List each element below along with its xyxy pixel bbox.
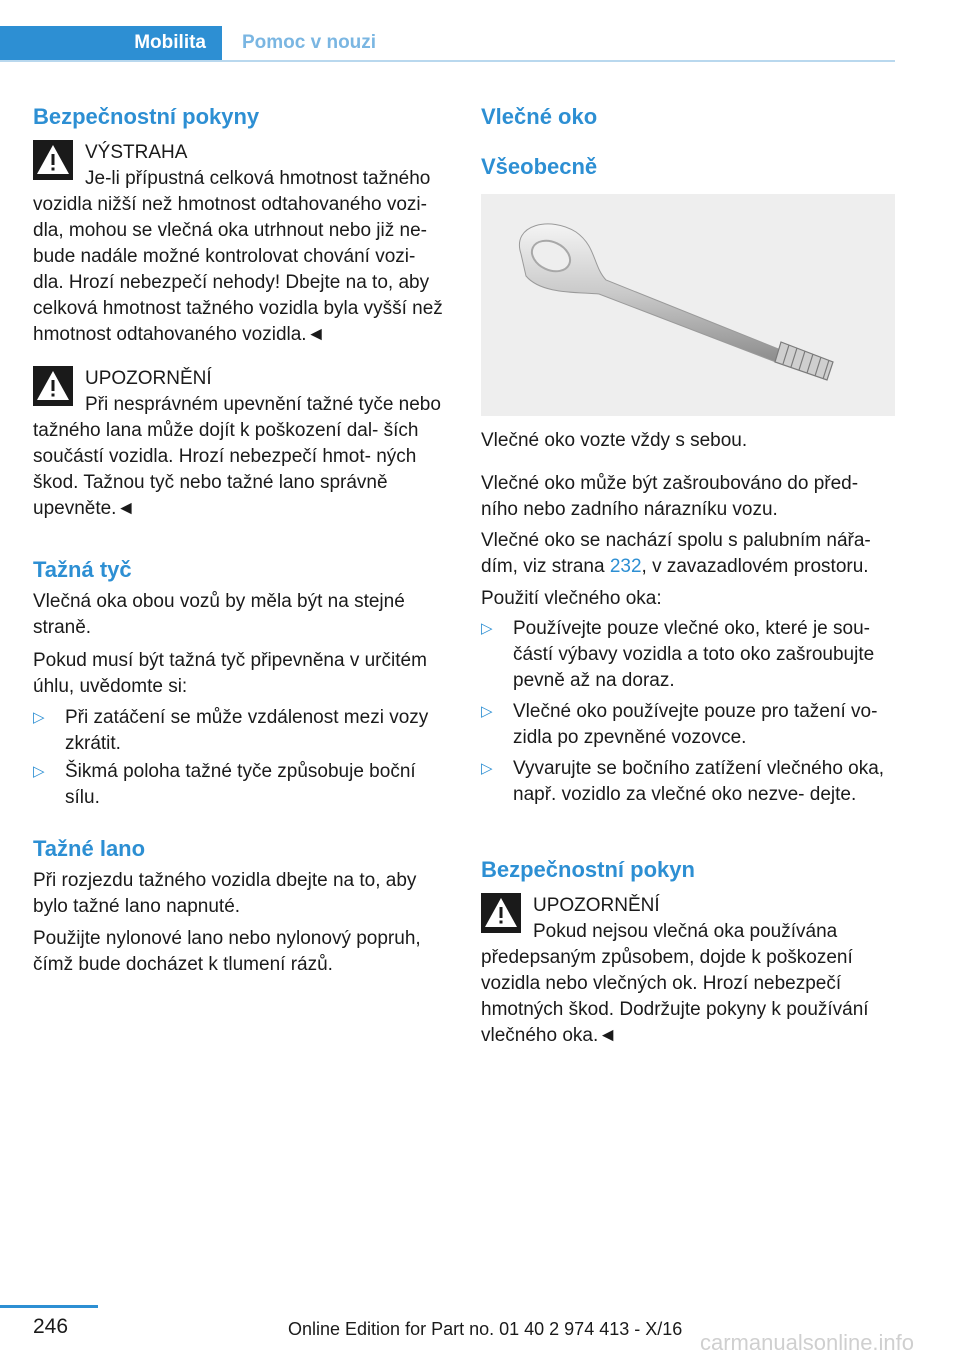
warning-triangle-icon xyxy=(481,893,521,933)
tab-mobilita[interactable] xyxy=(0,26,222,60)
list-item-text: Vlečné oko používejte pouze pro tažení vo- zidla po zpevněné vozovce. xyxy=(513,701,878,748)
eye-paragraph-2: Vlečné oko může být zašroubováno do před- ního nebo zadního nárazníku vozu. xyxy=(481,473,859,520)
rope-paragraph-2: Použijte nylonové lano nebo nylonový popruh, čímž bude docházet k tlumení rázů. xyxy=(33,928,421,975)
list-item xyxy=(481,756,895,808)
list-item-text: Při zatáčení se může vzdálenost mezi vozy zkrátit. xyxy=(65,707,429,754)
footer-accent-line xyxy=(0,1305,98,1308)
header-divider xyxy=(0,60,895,62)
page-number: 246 xyxy=(33,1315,69,1338)
list-item xyxy=(33,705,448,757)
triangle-right-icon: ▷ xyxy=(33,763,45,780)
warning-block-2 xyxy=(33,366,448,522)
rod-paragraph-2: Pokud musí být tažná tyč připevněna v určitém úhlu, uvědomte si: xyxy=(33,650,427,697)
rope-paragraph-1: Při rozjezdu tažného vozidla dbejte na to, aby bylo tažné lano napnuté. xyxy=(33,870,417,917)
watermark: carmanualsonline.info xyxy=(700,1330,915,1355)
warning-text: Je-li přípustná celková hmotnost tažného vozidla nižší než hmotnost odtahovaného vozi- dla, mohou se vlečná oka utrhnout nebo již ne- bude nadále možné kontrolovat chování vozi- dla. Hrozí nebezpečí nehody! Dbejte na to, aby celková hmotnost tažného vozidla byla vyšší než hmotnost odtahovaného vozidla.◄ xyxy=(33,168,443,345)
triangle-right-icon: ▷ xyxy=(33,709,45,726)
eye-paragraph-3-start: Vlečné oko se nachází spolu s palubním nářa- dím, viz strana xyxy=(481,530,871,577)
safety-heading: Bezpečnostní pokyny xyxy=(33,104,260,129)
list-item xyxy=(33,759,448,811)
list-item xyxy=(481,699,895,751)
triangle-right-icon: ▷ xyxy=(481,760,493,777)
triangle-right-icon: ▷ xyxy=(481,703,493,720)
header-tab-bar xyxy=(0,26,895,60)
list-item xyxy=(481,616,895,694)
edition-text: Online Edition for Part no. 01 40 2 974 413 - X/16 xyxy=(288,1319,683,1339)
tab-pomoc-label: Pomoc v nouzi xyxy=(242,32,377,53)
rod-paragraph-1: Vlečná oka obou vozů by měla být na stejné straně. xyxy=(33,591,405,638)
warning-title: VÝSTRAHA xyxy=(85,142,188,163)
warning-triangle-icon xyxy=(33,140,73,180)
rod-heading: Tažná tyč xyxy=(33,557,132,582)
warning-title: UPOZORNĚNÍ xyxy=(533,895,660,916)
eye-paragraph-1: Vlečné oko vozte vždy s sebou. xyxy=(481,430,748,451)
warning-title: UPOZORNĚNÍ xyxy=(85,368,212,389)
list-item-text: Používejte pouze vlečné oko, které je sou- částí výbavy vozidla a toto oko zašroubujte pevně až na doraz. xyxy=(513,618,875,691)
tow-eye-illustration xyxy=(481,194,895,416)
eye-paragraph-3-end: , v zavazadlovém prostoru. xyxy=(641,556,869,577)
tab-mobilita-label: Mobilita xyxy=(134,32,206,53)
warning-triangle-icon xyxy=(33,366,73,406)
safety-note-heading: Bezpečnostní pokyn xyxy=(481,857,695,882)
page-link-232[interactable]: 232 xyxy=(609,556,642,577)
tow-eye-photo xyxy=(481,194,895,416)
warning-text: Při nesprávném upevnění tažné tyče nebo tažného lana může dojít k poškození dal- ších součástí vozidla. Hrozí nebezpečí hmot- ných škod. Tažnou tyč nebo tažné lano správně upevněte.◄ xyxy=(33,394,441,519)
warning-block-1 xyxy=(33,140,448,348)
triangle-right-icon: ▷ xyxy=(481,620,493,637)
eye-paragraph-4: Použití vlečného oka: xyxy=(481,588,662,609)
list-item-text: Šikmá poloha tažné tyče způsobuje boční sílu. xyxy=(65,761,416,808)
general-heading: Všeobecně xyxy=(481,154,598,179)
tow-eye-heading: Vlečné oko xyxy=(481,104,598,129)
list-item-text: Vyvarujte se bočního zatížení vlečného oka, např. vozidlo za vlečné oko nezve- dejte. xyxy=(513,758,885,805)
tab-pomoc-v-nouzi[interactable] xyxy=(222,26,895,60)
warning-text: Pokud nejsou vlečná oka používána předepsaným způsobem, dojde k poškození vozidla nebo vlečných ok. Hrozí nebezpečí hmotných škod. Dodržujte pokyny k používání vlečného oka.◄ xyxy=(481,921,869,1046)
rope-heading: Tažné lano xyxy=(33,836,146,861)
warning-block-3 xyxy=(481,893,895,1049)
eye-paragraph-3 xyxy=(481,528,895,580)
